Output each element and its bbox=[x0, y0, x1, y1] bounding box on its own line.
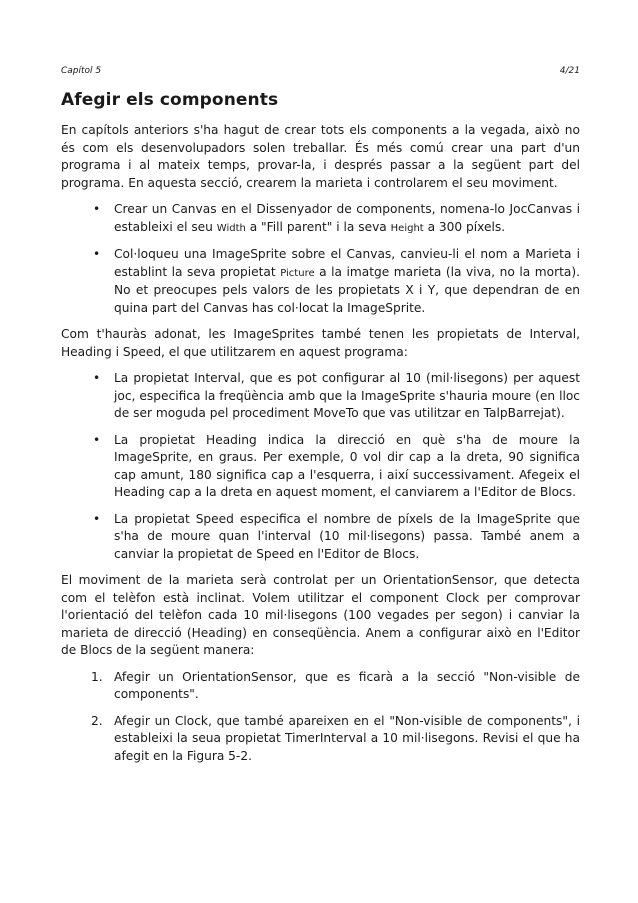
steps-list bbox=[61, 669, 580, 766]
bullet-marker: • bbox=[93, 432, 101, 447]
chapter-label: Capítol 5 bbox=[61, 66, 102, 76]
bullet-marker: • bbox=[93, 247, 101, 261]
list-item: 2. Afegir un Clock, que també apareixen en el "Non-visible de components", i estableixi la seua propietat TimerInterval a 10 mil·lisegons. Revisi el que ha afegit en la Figura 5-2. bbox=[91, 713, 580, 763]
bullet-marker: • bbox=[93, 511, 101, 526]
intro-paragraph: En capítols anteriors s'ha hagut de crear tots els components a la vegada, això no és com els desenvolupadors solen treballar. És més comú crear una part d'un programa i al mateix temps, provar-la, i després passar a la següent part del programa. En aquesta secció, crearem la marieta i controlarem el seu moviment. bbox=[61, 123, 580, 190]
step-number: 1. bbox=[91, 669, 103, 684]
bullet-marker: • bbox=[93, 202, 101, 216]
step-number: 2. bbox=[91, 713, 103, 728]
section-body bbox=[61, 122, 580, 774]
movement-paragraph: El moviment de la marieta serà controlat per un OrientationSensor, que detecta com el telèfon està inclinat. Volem utilitzar el component Clock per comprovar l'orientació del telèfon cada 10 mil·lisegons (100 vegades per segon) i canviar la marieta de direcció (Heading) en conseqüència. Anem a configurar això en l'Editor de Blocs de la següent manera: bbox=[61, 573, 580, 657]
list-item: • La propietat Heading indica la direcció en què s'ha de moure la ImageSprite, en graus. Per exemple, 0 vol dir cap a la dreta, 90 significa cap amunt, 180 significa cap a l'esquerra, i així successivament. Afegeix el Heading cap a la dreta en aquest moment, el canviarem a l'Editor de Blocs. bbox=[93, 432, 580, 499]
list-item: • La propietat Speed especifica el nombre de píxels de la ImageSprite que s'ha de moure quan l'interval (10 mil·lisegons) passa. També anem a canviar la propietat de Speed en l'Editor de Blocs. bbox=[93, 511, 580, 561]
bullet-marker: • bbox=[93, 371, 101, 385]
list-item: • Crear un Canvas en el Dissenyador de components, nomena-lo JocCanvas i estableixi el seu Width a "Fill parent" i la seva Height a 300 píxels. bbox=[93, 202, 580, 234]
list-item: 1. Afegir un OrientationSensor, que es ficarà a la secció "Non-visible de components". bbox=[91, 669, 580, 701]
code-term: Height bbox=[390, 222, 424, 234]
components-list bbox=[61, 201, 580, 317]
code-term: Picture bbox=[280, 267, 315, 279]
section-title: Afegir els components bbox=[61, 90, 279, 110]
list-item: • Col·loqueu una ImageSprite sobre el Canvas, canvieu-li el nom a Marieta i establint la seva propietat Picture a la imatge marieta (la viva, no la morta). No et preocupes pels valors de les propietats X i Y, que dependran de en quina part del Canvas has col·locat la ImageSprite. bbox=[93, 247, 580, 315]
properties-paragraph: Com t'hauràs adonat, les ImageSprites també tenen les propietats de Interval, Heading i Speed, el que utilitzarem en aquest programa: bbox=[61, 327, 580, 359]
list-item: • La propietat Interval, que es pot configurar al 10 (mil·lisegons) per aquest joc, especifica la freqüència amb que la ImageSprite s'hauria moure (en lloc de ser moguda pel procediment MoveTo que vas utilitzar en TalpBarrejat). bbox=[93, 371, 580, 420]
code-term: Width bbox=[216, 222, 246, 234]
properties-list bbox=[61, 370, 580, 563]
page-number: 4/21 bbox=[559, 66, 580, 76]
